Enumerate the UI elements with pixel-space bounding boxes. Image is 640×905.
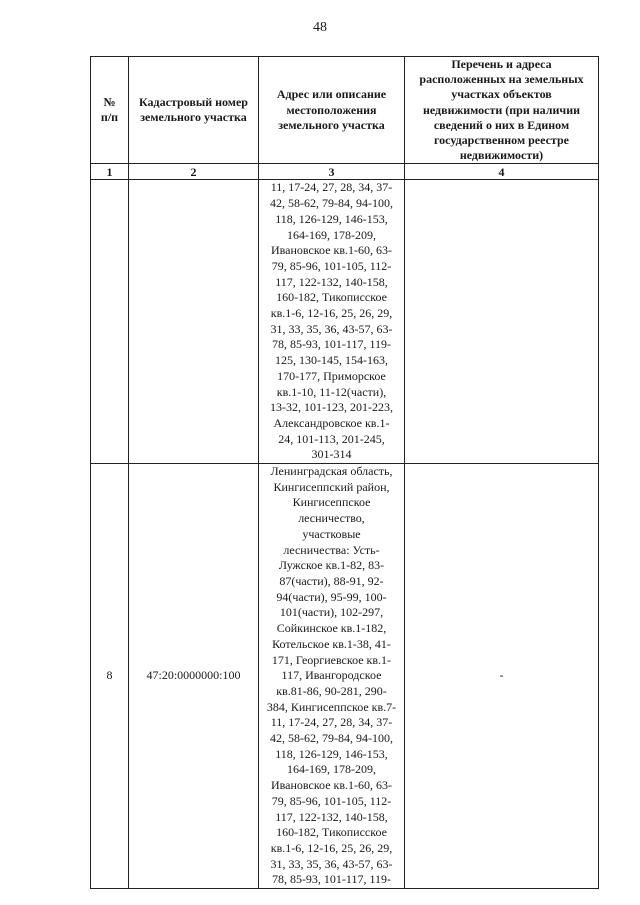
- address-line: 125, 130-145, 154-163,: [275, 353, 388, 368]
- address-line: кв.1-10, 11-12(части),: [276, 384, 387, 399]
- column-number-row: [91, 164, 599, 180]
- address-line: 94(части), 95-99, 100-: [276, 589, 387, 604]
- address-line: лесничество,: [298, 511, 365, 526]
- row-objects: -: [405, 464, 599, 889]
- address-line: 87(части), 88-91, 92-: [279, 574, 384, 588]
- address-line: 118, 126-129, 146-153,: [275, 746, 388, 761]
- address-line: 101(части), 102-297,: [279, 605, 384, 620]
- address-line: 160-182, Тикописское: [276, 825, 387, 840]
- address-line: 164-169, 178-209,: [287, 227, 376, 242]
- address-line: 384, Кингисеппское кв.7-: [266, 699, 397, 714]
- address-line: 11, 17-24, 27, 28, 34, 37-: [270, 180, 393, 195]
- row-cadastral-number: 47:20:0000000:100: [129, 464, 259, 889]
- row-address: [259, 464, 405, 889]
- address-line: 160-182, Тикописское: [276, 290, 387, 305]
- address-line: 171, Георгиевское кв.1-: [271, 652, 392, 667]
- address-line: Кингисеппский район,: [273, 479, 390, 494]
- address-line: 31, 33, 35, 36, 43-57, 63-: [270, 856, 393, 871]
- address-line: 301-314: [311, 447, 352, 462]
- address-line: 117, 122-132, 140-158,: [275, 274, 388, 289]
- header-real-estate-objects: Перечень и адреса расположенных на земельных участках объектов недвижимости (при наличии сведений о них в Едином государственном реестре недвижимости): [405, 57, 599, 164]
- column-number-4: 4: [405, 164, 599, 180]
- table-header-row: [91, 57, 599, 164]
- header-cadastral-number: Кадастровый номер земельного участка: [129, 57, 259, 164]
- address-line: Александровское кв.1-: [273, 415, 390, 430]
- address-line: Сойкинское кв.1-182,: [276, 621, 387, 636]
- address-line: Котельское кв.1-38, 41-: [272, 636, 391, 651]
- address-line: 117, Ивангородское: [281, 668, 382, 683]
- header-number: № п/п: [91, 57, 129, 164]
- address-line: 78, 85-93, 101-117, 119-: [271, 337, 392, 352]
- address-line: Ленинградская область,: [270, 464, 393, 479]
- address-line: 170-177, Приморское: [277, 368, 386, 383]
- column-number-1: 1: [91, 164, 129, 180]
- column-number-3: 3: [259, 164, 405, 180]
- row-address: [259, 180, 405, 464]
- address-line: 164-169, 178-209,: [287, 762, 376, 777]
- address-line: кв.1-6, 12-16, 25, 26, 29,: [270, 840, 393, 855]
- column-number-2: 2: [129, 164, 259, 180]
- address-line: Ивановское кв.1-60, 63-: [270, 778, 393, 793]
- table-row: [91, 464, 599, 889]
- address-line: 118, 126-129, 146-153,: [275, 211, 388, 226]
- address-line: 13-32, 101-123, 201-223,: [270, 400, 393, 415]
- address-line: 31, 33, 35, 36, 43-57, 63-: [270, 321, 393, 336]
- address-line: 79, 85-96, 101-105, 112-: [271, 258, 392, 273]
- row-number: 8: [91, 464, 129, 889]
- address-line: лесничества: Усть-: [283, 542, 380, 557]
- address-line: 78, 85-93, 101-117, 119-: [271, 872, 392, 887]
- address-line: участковые: [302, 526, 361, 541]
- address-line: 11, 17-24, 27, 28, 34, 37-: [270, 715, 393, 730]
- header-address: Адрес или описание местоположения земельного участка: [259, 57, 405, 164]
- address-line: 42, 58-62, 79-84, 94-100,: [270, 196, 393, 211]
- page-number: 48: [313, 20, 327, 35]
- address-line: 79, 85-96, 101-105, 112-: [271, 793, 392, 808]
- address-line: Кингисеппское: [292, 495, 371, 510]
- row-cadastral-number: [129, 180, 259, 464]
- land-registry-table: [90, 56, 599, 889]
- address-line: кв.81-86, 90-281, 290-: [276, 683, 387, 698]
- address-line: 42, 58-62, 79-84, 94-100,: [270, 731, 393, 746]
- table-row: [91, 180, 599, 464]
- address-line: Лужское кв.1-82, 83-: [278, 558, 385, 573]
- row-objects: [405, 180, 599, 464]
- address-line: кв.1-6, 12-16, 25, 26, 29,: [270, 306, 393, 321]
- address-line: Ивановское кв.1-60, 63-: [270, 243, 393, 258]
- row-number: [91, 180, 129, 464]
- address-line: 117, 122-132, 140-158,: [275, 809, 388, 824]
- address-line: 24, 101-113, 201-245,: [278, 431, 385, 446]
